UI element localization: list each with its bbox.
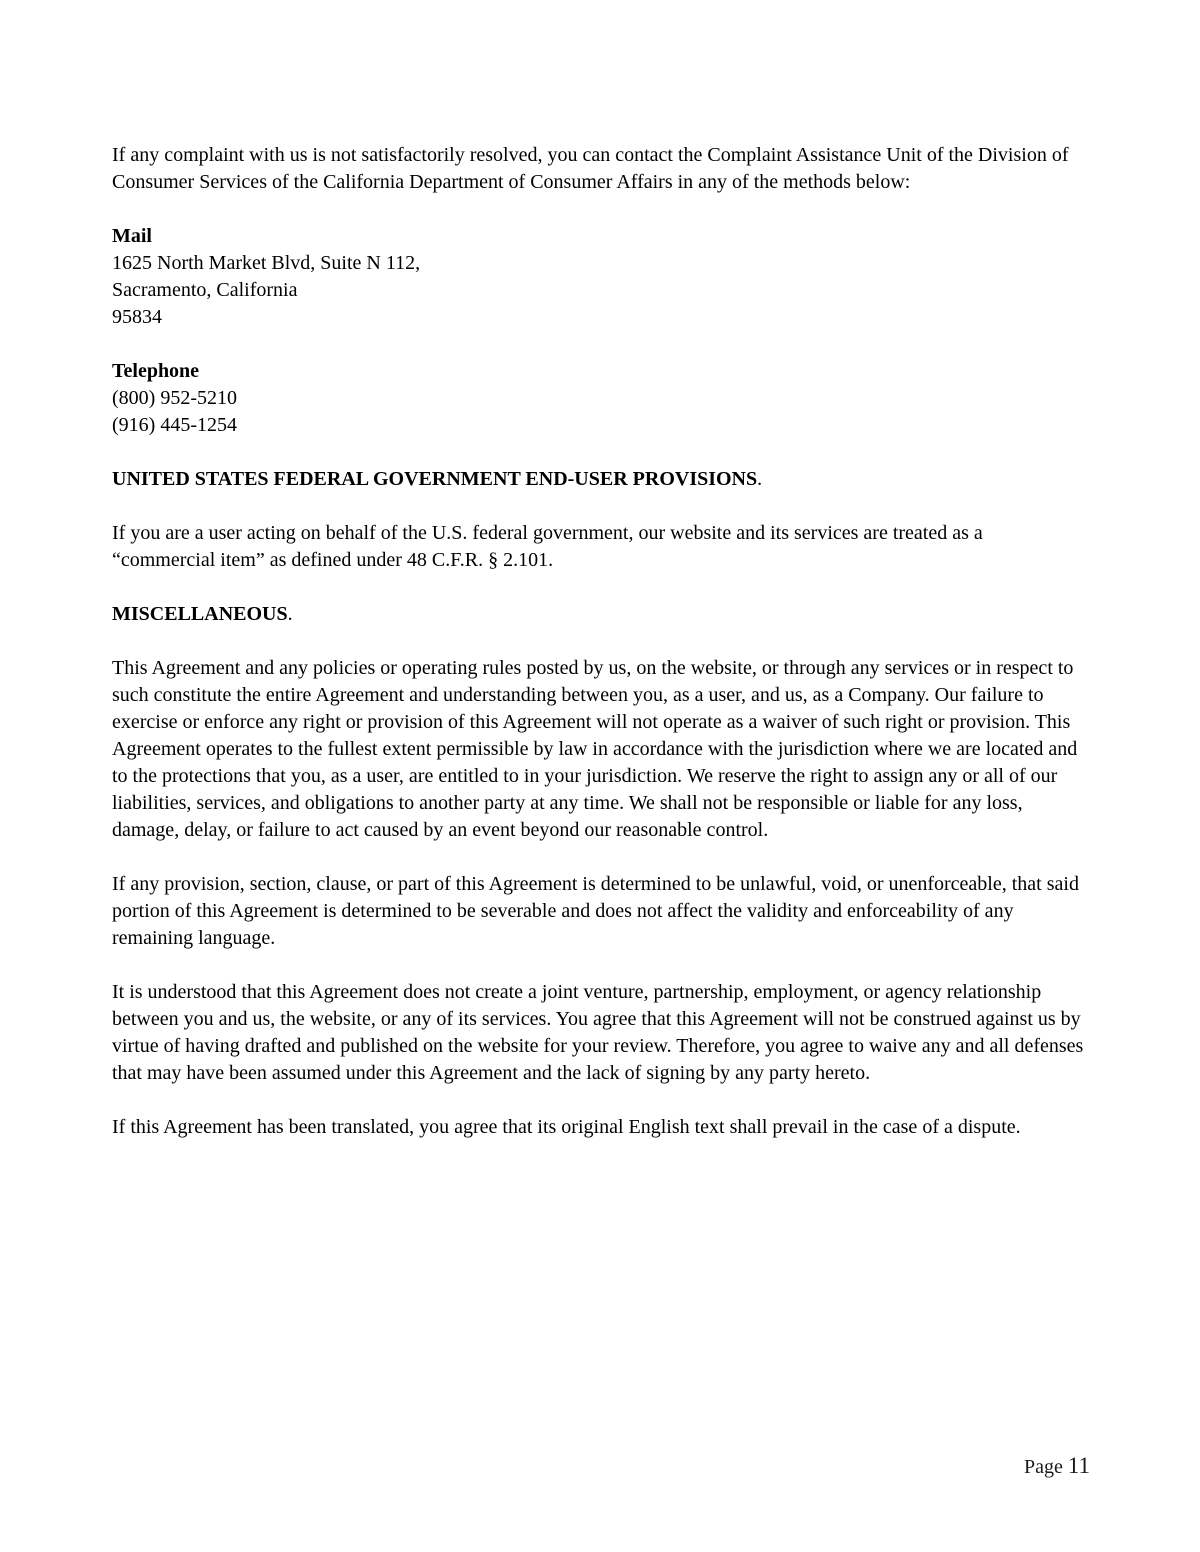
- miscellaneous-paragraph-1: This Agreement and any policies or operating rules posted by us, on the website, or through any services or in respect to such constitute the entire Agreement and understanding between you, as a user, and us, as a Company. Our failure to exercise or enforce any right or provision of this Agreement will not operate as a waiver of such right or provision. This Agreement operates to the fullest extent permissible by law in accordance with the jurisdiction where we are located and to the protections that you, as a user, are entitled to in your jurisdiction. We reserve the right to assign any or all of our liabilities, services, and obligations to another party at any time. We shall not be responsible or liable for any loss, damage, delay, or failure to act caused by an event beyond our reasonable control.: [112, 657, 1078, 841]
- miscellaneous-heading-period: .: [287, 603, 293, 625]
- page-footer-label: Page: [1023, 1456, 1063, 1478]
- telephone-contact-block: [112, 358, 1090, 439]
- federal-provisions-heading: [112, 466, 1090, 493]
- miscellaneous-heading: [112, 601, 1090, 628]
- telephone-number-1: (800) 952-5210: [112, 387, 237, 409]
- mail-address-line-2: Sacramento, California: [112, 279, 298, 301]
- miscellaneous-heading-text: MISCELLANEOUS: [112, 603, 288, 625]
- federal-provisions-heading-text: UNITED STATES FEDERAL GOVERNMENT END-USER PROVISIONS: [112, 468, 758, 490]
- mail-contact-block: [112, 223, 1090, 331]
- federal-provisions-heading-period: .: [757, 468, 763, 490]
- miscellaneous-paragraph-4: If this Agreement has been translated, you agree that its original English text shall prevail in the case of a dispute.: [112, 1116, 1021, 1138]
- telephone-number-2: (916) 445-1254: [112, 414, 237, 436]
- federal-provisions-paragraph: If you are a user acting on behalf of the U.S. federal government, our website and its services are treated as a “commercial item” as defined under 48 C.F.R. § 2.101.: [112, 522, 983, 571]
- miscellaneous-paragraph-2: If any provision, section, clause, or part of this Agreement is determined to be unlawful, void, or unenforceable, that said portion of this Agreement is determined to be severable and does not affect the validity and enforceability of any remaining language.: [112, 873, 1079, 949]
- mail-address-line-3: 95834: [112, 306, 162, 328]
- mail-address-line-1: 1625 North Market Blvd, Suite N 112,: [112, 252, 421, 274]
- page-footer: [1024, 1452, 1090, 1481]
- miscellaneous-paragraph-3: It is understood that this Agreement does not create a joint venture, partnership, employment, or agency relationship between you and us, the website, or any of its services. You agree that this Agreement will not be construed against us by virtue of having drafted and published on the website for your review. Therefore, you agree to waive any and all defenses that may have been assumed under this Agreement and the lack of signing by any party hereto.: [112, 981, 1084, 1084]
- mail-label: Mail: [112, 225, 152, 247]
- intro-paragraph: If any complaint with us is not satisfactorily resolved, you can contact the Complaint Assistance Unit of the Division of Consumer Services of the California Department of Consumer Affairs in any of the methods below:: [112, 144, 1069, 193]
- telephone-label: Telephone: [112, 360, 200, 382]
- page-number: 11: [1067, 1453, 1090, 1478]
